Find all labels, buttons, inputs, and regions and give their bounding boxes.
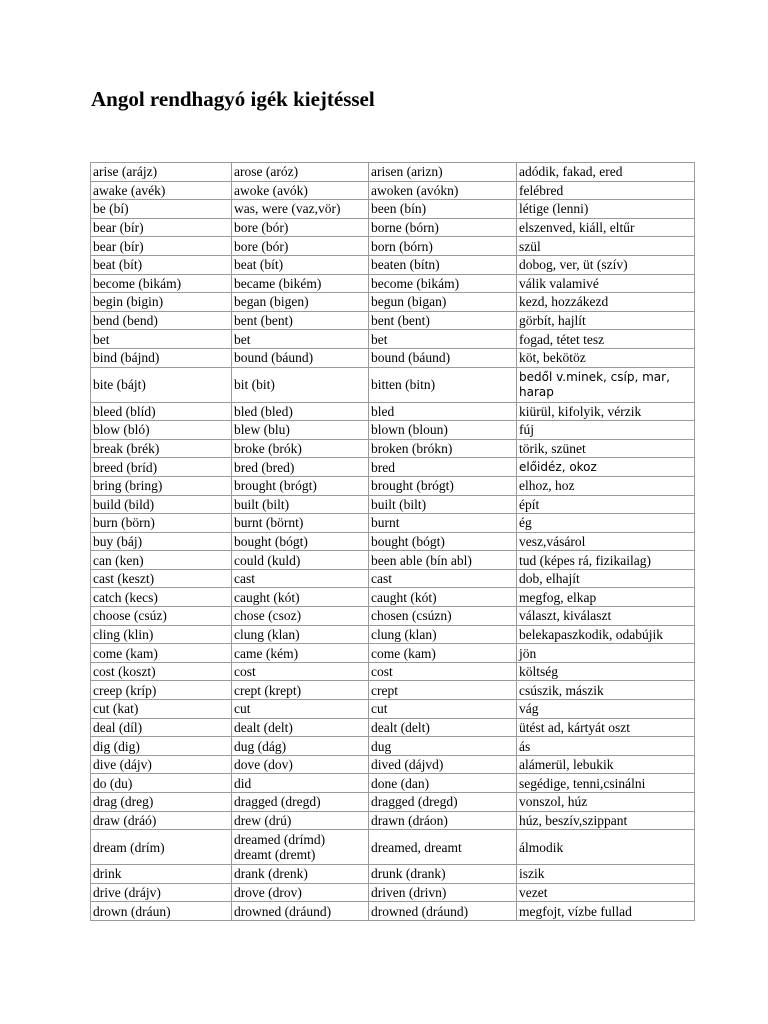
past-participle-cell: begun (bigan)	[369, 293, 517, 312]
table-row	[91, 644, 695, 663]
base-form-cell: drown (dráun)	[91, 902, 232, 921]
past-simple-cell: drove (drov)	[232, 883, 369, 902]
table-row	[91, 514, 695, 533]
base-form-cell: cost (koszt)	[91, 662, 232, 681]
past-simple-cell: drew (drú)	[232, 811, 369, 830]
table-row	[91, 755, 695, 774]
meaning-cell: épít	[517, 495, 695, 514]
past-simple-cell: was, were (vaz,vör)	[232, 200, 369, 219]
past-simple-cell: dug (dág)	[232, 737, 369, 756]
base-form-cell: bear (bír)	[91, 218, 232, 237]
past-simple-cell: clung (klan)	[232, 625, 369, 644]
base-form-cell: blow (bló)	[91, 421, 232, 440]
base-form-cell: burn (börn)	[91, 514, 232, 533]
past-participle-cell: born (bórn)	[369, 237, 517, 256]
meaning-cell: költség	[517, 662, 695, 681]
past-participle-cell: arisen (arizn)	[369, 163, 517, 182]
past-participle-cell: clung (klan)	[369, 625, 517, 644]
base-form-cell: bleed (blíd)	[91, 402, 232, 421]
meaning-cell: vág	[517, 700, 695, 719]
meaning-cell: vesz,vásárol	[517, 532, 695, 551]
meaning-line: harap	[519, 384, 554, 399]
past-simple-cell: did	[232, 774, 369, 793]
base-form-cell: draw (dráó)	[91, 811, 232, 830]
meaning-cell: ütést ad, kártyát oszt	[517, 718, 695, 737]
irregular-verbs-table	[90, 162, 695, 921]
meaning-cell: válik valamivé	[517, 274, 695, 293]
past-form-line: dreamed (drímd)	[234, 832, 326, 848]
table-row	[91, 883, 695, 902]
past-participle-cell: beaten (bítn)	[369, 255, 517, 274]
base-form-cell: drink	[91, 865, 232, 884]
base-form-cell: creep (kríp)	[91, 681, 232, 700]
base-form-cell: can (ken)	[91, 551, 232, 570]
meaning-cell: iszik	[517, 865, 695, 884]
table-row	[91, 255, 695, 274]
past-participle-cell: bled	[369, 402, 517, 421]
past-participle-cell: bound (báund)	[369, 348, 517, 367]
base-form-cell: come (kam)	[91, 644, 232, 663]
table-row	[91, 625, 695, 644]
meaning-cell: dob, elhajít	[517, 569, 695, 588]
table-row	[91, 200, 695, 219]
meaning-cell: szül	[517, 237, 695, 256]
table-row	[91, 181, 695, 200]
past-participle-cell: driven (drivn)	[369, 883, 517, 902]
base-form-cell: awake (avék)	[91, 181, 232, 200]
past-participle-cell: bred	[369, 458, 517, 477]
past-participle-cell: bought (bógt)	[369, 532, 517, 551]
table-row	[91, 569, 695, 588]
past-simple-cell: crept (krept)	[232, 681, 369, 700]
base-form-cell: cast (keszt)	[91, 569, 232, 588]
past-participle-cell: come (kam)	[369, 644, 517, 663]
past-simple-cell: began (bigen)	[232, 293, 369, 312]
table-row	[91, 774, 695, 793]
table-row	[91, 439, 695, 458]
table-row	[91, 330, 695, 349]
table-row	[91, 402, 695, 421]
past-simple-cell: bred (bred)	[232, 458, 369, 477]
past-participle-cell: drawn (dráon)	[369, 811, 517, 830]
meaning-cell: húz, beszív,szippant	[517, 811, 695, 830]
table-row	[91, 311, 695, 330]
table-row	[91, 421, 695, 440]
past-participle-cell: brought (brógt)	[369, 476, 517, 495]
past-participle-cell: awoken (avókn)	[369, 181, 517, 200]
base-form-cell: do (du)	[91, 774, 232, 793]
table-row	[91, 718, 695, 737]
meaning-cell: megfog, elkap	[517, 588, 695, 607]
meaning-cell: törik, szünet	[517, 439, 695, 458]
past-simple-cell	[232, 830, 369, 865]
past-participle-cell: bent (bent)	[369, 311, 517, 330]
table-row	[91, 793, 695, 812]
base-form-cell: bring (bring)	[91, 476, 232, 495]
base-form-cell: build (bild)	[91, 495, 232, 514]
past-participle-cell: cut	[369, 700, 517, 719]
past-simple-cell: brought (brógt)	[232, 476, 369, 495]
past-simple-cell: cut	[232, 700, 369, 719]
meaning-cell: felébred	[517, 181, 695, 200]
past-participle-cell: been able (bín abl)	[369, 551, 517, 570]
past-participle-cell: dragged (dregd)	[369, 793, 517, 812]
meaning-cell: létige (lenni)	[517, 200, 695, 219]
meaning-cell: adódik, fakad, ered	[517, 163, 695, 182]
table-row	[91, 662, 695, 681]
base-form-cell: be (bí)	[91, 200, 232, 219]
past-simple-cell: chose (csoz)	[232, 607, 369, 626]
past-simple-cell: beat (bít)	[232, 255, 369, 274]
past-participle-cell: been (bín)	[369, 200, 517, 219]
past-participle-cell: done (dan)	[369, 774, 517, 793]
past-participle-cell: dived (dájvd)	[369, 755, 517, 774]
table-row	[91, 458, 695, 477]
meaning-cell: kezd, hozzákezd	[517, 293, 695, 312]
table-row	[91, 476, 695, 495]
table-row	[91, 495, 695, 514]
base-form-cell: dive (dájv)	[91, 755, 232, 774]
table-row	[91, 811, 695, 830]
table-row	[91, 532, 695, 551]
base-form-cell: breed (bríd)	[91, 458, 232, 477]
past-simple-cell: cost	[232, 662, 369, 681]
meaning-cell: előidéz, okoz	[517, 458, 695, 477]
table-row	[91, 367, 695, 402]
meaning-cell: elszenved, kiáll, eltűr	[517, 218, 695, 237]
table-row	[91, 700, 695, 719]
table-row	[91, 274, 695, 293]
meaning-line: bedől v.minek, csíp, mar,	[519, 369, 670, 384]
past-participle-cell: built (bilt)	[369, 495, 517, 514]
past-simple-cell: became (bikém)	[232, 274, 369, 293]
past-simple-cell: arose (aróz)	[232, 163, 369, 182]
past-simple-cell: dragged (dregd)	[232, 793, 369, 812]
base-form-cell: arise (arájz)	[91, 163, 232, 182]
past-participle-cell: dreamed, dreamt	[369, 830, 517, 865]
meaning-cell: álmodik	[517, 830, 695, 865]
base-form-cell: bend (bend)	[91, 311, 232, 330]
meaning-cell	[517, 367, 695, 402]
table-row	[91, 902, 695, 921]
meaning-cell: vezet	[517, 883, 695, 902]
past-participle-cell: broken (brókn)	[369, 439, 517, 458]
meaning-cell: ég	[517, 514, 695, 533]
past-simple-cell: came (kém)	[232, 644, 369, 663]
past-participle-cell: cost	[369, 662, 517, 681]
past-simple-cell: bore (bór)	[232, 218, 369, 237]
past-participle-cell: caught (kót)	[369, 588, 517, 607]
table-row	[91, 293, 695, 312]
past-simple-cell: drowned (dráund)	[232, 902, 369, 921]
meaning-cell: dobog, ver, üt (szív)	[517, 255, 695, 274]
base-form-cell: deal (díl)	[91, 718, 232, 737]
meaning-cell: alámerül, lebukik	[517, 755, 695, 774]
table-row	[91, 737, 695, 756]
base-form-cell: cut (kat)	[91, 700, 232, 719]
page-title: Angol rendhagyó igék kiejtéssel	[91, 87, 375, 111]
verb-table-body	[91, 163, 695, 921]
past-form-line: dreamt (dremt)	[234, 847, 316, 863]
base-form-cell: buy (báj)	[91, 532, 232, 551]
past-simple-cell: bent (bent)	[232, 311, 369, 330]
base-form-cell: cling (klin)	[91, 625, 232, 644]
table-row	[91, 163, 695, 182]
base-form-cell: choose (csúz)	[91, 607, 232, 626]
base-form-cell: break (brék)	[91, 439, 232, 458]
past-simple-cell: bought (bógt)	[232, 532, 369, 551]
meaning-cell: megfojt, vízbe fullad	[517, 902, 695, 921]
base-form-cell: dream (drím)	[91, 830, 232, 865]
past-simple-cell: bit (bit)	[232, 367, 369, 402]
base-form-cell: begin (bigin)	[91, 293, 232, 312]
past-simple-cell: built (bilt)	[232, 495, 369, 514]
past-simple-cell: bound (báund)	[232, 348, 369, 367]
past-simple-cell: dove (dov)	[232, 755, 369, 774]
table-row	[91, 237, 695, 256]
meaning-cell: ás	[517, 737, 695, 756]
meaning-cell: fúj	[517, 421, 695, 440]
past-participle-cell: blown (bloun)	[369, 421, 517, 440]
past-simple-cell: cast	[232, 569, 369, 588]
past-participle-cell: bet	[369, 330, 517, 349]
meaning-cell: elhoz, hoz	[517, 476, 695, 495]
table-row	[91, 681, 695, 700]
meaning-cell: belekapaszkodik, odabújik	[517, 625, 695, 644]
past-participle-cell: dug	[369, 737, 517, 756]
base-form-cell: bind (bájnd)	[91, 348, 232, 367]
base-form-cell: become (bikám)	[91, 274, 232, 293]
meaning-cell: tud (képes rá, fizikailag)	[517, 551, 695, 570]
past-simple-cell: dealt (delt)	[232, 718, 369, 737]
past-simple-cell: caught (kót)	[232, 588, 369, 607]
past-participle-cell: bitten (bitn)	[369, 367, 517, 402]
meaning-cell: köt, bekötöz	[517, 348, 695, 367]
past-simple-cell: blew (blu)	[232, 421, 369, 440]
past-participle-cell: become (bikám)	[369, 274, 517, 293]
past-participle-cell: crept	[369, 681, 517, 700]
meaning-cell: választ, kiválaszt	[517, 607, 695, 626]
meaning-cell: segédige, tenni,csinálni	[517, 774, 695, 793]
base-form-cell: dig (dig)	[91, 737, 232, 756]
base-form-cell: catch (kecs)	[91, 588, 232, 607]
meaning-cell: vonszol, húz	[517, 793, 695, 812]
past-simple-cell: bore (bór)	[232, 237, 369, 256]
meaning-cell: kiürül, kifolyik, vérzik	[517, 402, 695, 421]
base-form-cell: drag (dreg)	[91, 793, 232, 812]
past-simple-cell: bled (bled)	[232, 402, 369, 421]
past-participle-cell: cast	[369, 569, 517, 588]
past-participle-cell: drowned (dráund)	[369, 902, 517, 921]
meaning-cell: jön	[517, 644, 695, 663]
base-form-cell: bite (bájt)	[91, 367, 232, 402]
table-row	[91, 588, 695, 607]
base-form-cell: bet	[91, 330, 232, 349]
past-participle-cell: chosen (csúzn)	[369, 607, 517, 626]
meaning-cell: görbít, hajlít	[517, 311, 695, 330]
table-row	[91, 218, 695, 237]
past-simple-cell: broke (brók)	[232, 439, 369, 458]
past-simple-cell: drank (drenk)	[232, 865, 369, 884]
table-row	[91, 551, 695, 570]
base-form-cell: drive (drájv)	[91, 883, 232, 902]
table-row	[91, 865, 695, 884]
past-participle-cell: dealt (delt)	[369, 718, 517, 737]
past-simple-cell: awoke (avók)	[232, 181, 369, 200]
meaning-cell: fogad, tétet tesz	[517, 330, 695, 349]
table-row	[91, 348, 695, 367]
past-simple-cell: burnt (börnt)	[232, 514, 369, 533]
table-row	[91, 607, 695, 626]
base-form-cell: bear (bír)	[91, 237, 232, 256]
past-participle-cell: borne (bórn)	[369, 218, 517, 237]
past-simple-cell: could (kuld)	[232, 551, 369, 570]
past-simple-cell: bet	[232, 330, 369, 349]
base-form-cell: beat (bít)	[91, 255, 232, 274]
past-participle-cell: drunk (drank)	[369, 865, 517, 884]
table-row	[91, 830, 695, 865]
past-participle-cell: burnt	[369, 514, 517, 533]
meaning-cell: csúszik, mászik	[517, 681, 695, 700]
